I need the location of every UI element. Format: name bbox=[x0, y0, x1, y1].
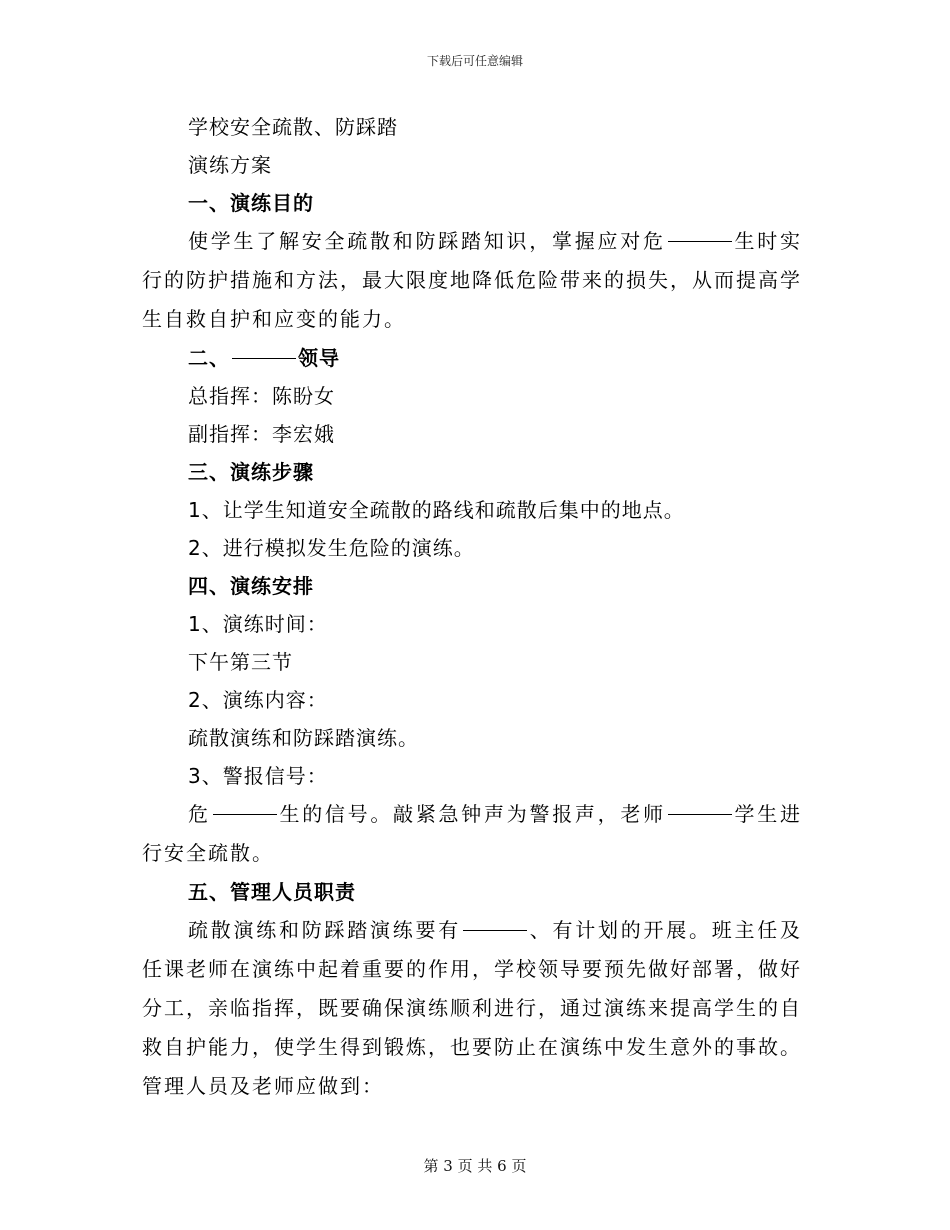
deputy-commander-line: 副指挥：李宏娥 bbox=[188, 422, 335, 446]
blank-field bbox=[232, 357, 296, 359]
page-footer: 第 3 页 共 6 页 bbox=[423, 1157, 527, 1175]
blank-field bbox=[213, 813, 277, 815]
section-5-heading: 五、管理人员职责 bbox=[188, 880, 356, 904]
section-1-paragraph: 使学生了解安全疏散和防踩踏知识，掌握应对危 生时实行的防护措施和方法，最大限度地降低危险带来的损失，从而提高学生自救自护和应变的能力。 bbox=[142, 229, 802, 331]
title-line-1: 学校安全疏散、防踩踏 bbox=[188, 115, 398, 139]
alarm-signal-paragraph: 危 生的信号。敲紧急钟声为警报声，老师 学生进行安全疏散。 bbox=[142, 802, 803, 865]
step-1: 1、让学生知道安全疏散的路线和疏散后集中的地点。 bbox=[188, 498, 685, 522]
section-1-heading: 一、演练目的 bbox=[188, 191, 314, 215]
section-4-heading: 四、演练安排 bbox=[188, 574, 314, 598]
blank-field bbox=[463, 929, 527, 931]
section-3-heading: 三、演练步骤 bbox=[188, 460, 314, 484]
step-2: 2、进行模拟发生危险的演练。 bbox=[188, 536, 475, 560]
alarm-signal-label: 3、警报信号： bbox=[188, 764, 328, 788]
drill-time-value: 下午第三节 bbox=[188, 650, 293, 674]
drill-content-label: 2、演练内容： bbox=[188, 688, 328, 712]
drill-content-value: 疏散演练和防踩踏演练。 bbox=[188, 726, 419, 750]
drill-time-label: 1、演练时间： bbox=[188, 612, 328, 636]
document-body bbox=[142, 108, 802, 1106]
page-header: 下载后可任意编辑 bbox=[426, 54, 523, 68]
section-5-paragraph: 疏散演练和防踩踏演练要有 、有计划的开展。班主任及任课老师在演练中起着重要的作用，学校领导要预先做好部署，做好分工，亲临指挥，既要确保演练顺利进行，通过演练来提高学生的自救自护能力，使学生得到锻炼，也要防止在演练中发生意外的事故。管理人员及老师应做到： bbox=[142, 918, 802, 1098]
section-2-heading: 二、 领导 bbox=[188, 346, 340, 370]
blank-field bbox=[668, 813, 732, 815]
blank-field bbox=[668, 240, 732, 242]
commander-line: 总指挥：陈盼女 bbox=[188, 384, 335, 408]
title-line-2: 演练方案 bbox=[188, 153, 272, 177]
